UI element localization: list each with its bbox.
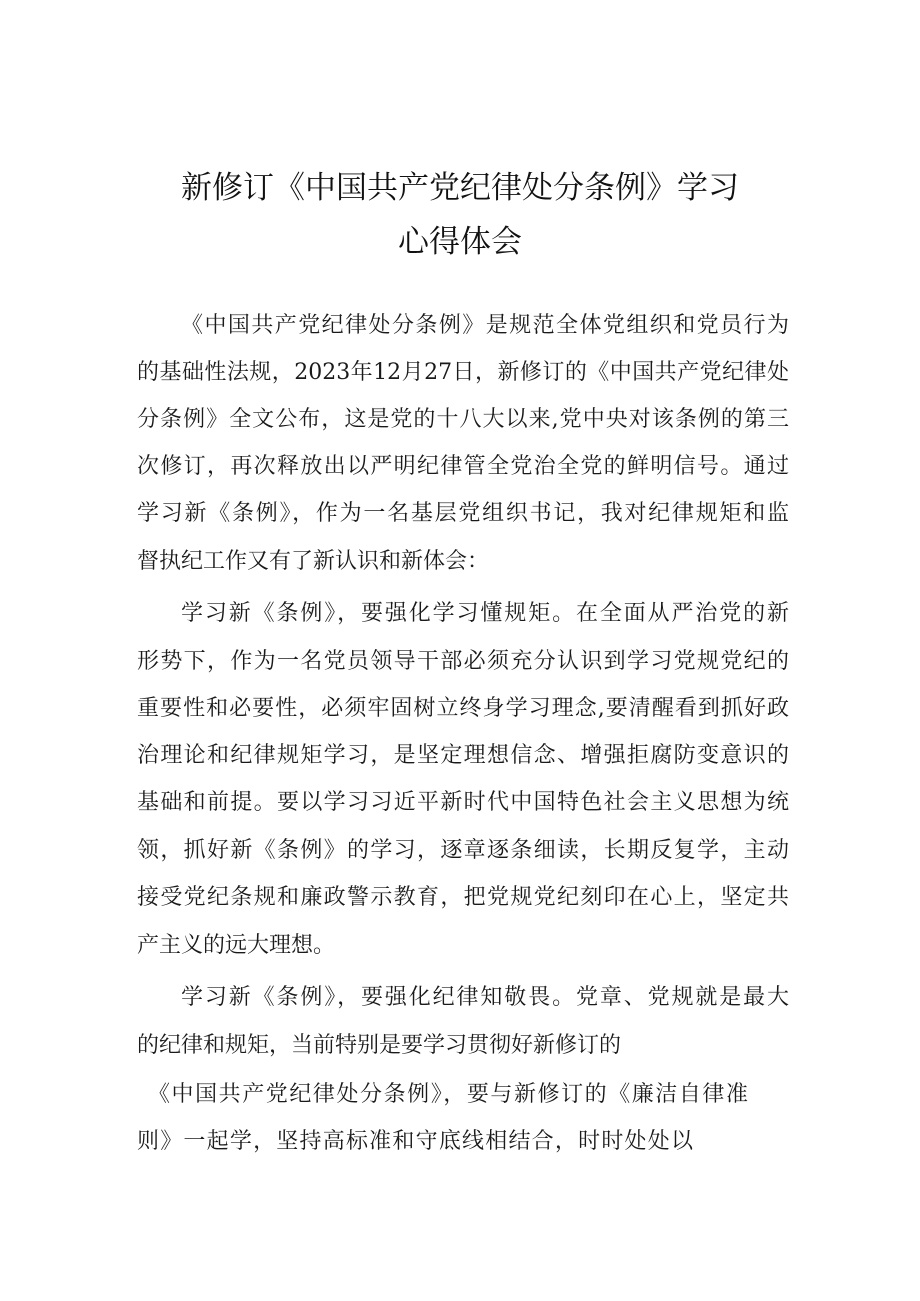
paragraph-line: 督执纪工作又有了新认识和新体会： bbox=[137, 549, 490, 574]
paragraph-line: 基础和前提。要以学习习近平新时代中国特色社会主义思想为统 bbox=[137, 790, 789, 815]
paragraph-line: 学习新《条例》，要强化纪律知敬畏。党章、党规就是最大 bbox=[181, 985, 789, 1010]
paragraph-line: 次修订，再次释放出以严明纪律管全党治全党的鲜明信号。通过 bbox=[137, 454, 789, 479]
paragraph-line: 《中国共产党纪律处分条例》是规范全体党组织和党员行为 bbox=[181, 313, 789, 338]
paragraph-line: 治理论和纪律规矩学习，是坚定理想信念、增强拒腐防变意识的 bbox=[137, 743, 789, 768]
paragraph-line: 则》一起学，坚持高标准和守底线相结合，时时处处以 bbox=[137, 1129, 693, 1154]
document-title-line-2: 心得体会 bbox=[398, 224, 522, 260]
paragraph-line: 《中国共产党纪律处分条例》，要与新修订的《廉洁自律准 bbox=[148, 1082, 748, 1107]
paragraph-line: 产主义的远大理想。 bbox=[137, 933, 336, 958]
paragraph-line: 的基础性法规，2023年12月27日，新修订的《中国共产党纪律处 bbox=[137, 360, 789, 385]
paragraph-line: 学习新《条例》，要强化学习懂规矩。在全面从严治党的新 bbox=[181, 601, 789, 626]
paragraph-line: 领，抓好新《条例》的学习，逐章逐条细读，长期反复学，主动 bbox=[137, 838, 789, 863]
paragraph-line: 分条例》全文公布，这是党的十八大以来,党中央对该条例的第三 bbox=[137, 407, 789, 432]
paragraph-line: 形势下，作为一名党员领导干部必须充分认识到学习党规党纪的 bbox=[137, 649, 789, 674]
document-title-line-1: 新修订《中国共产党纪律处分条例》学习 bbox=[181, 170, 739, 206]
paragraph-line: 重要性和必要性，必须牢固树立终身学习理念,要清醒看到抓好政 bbox=[137, 696, 789, 721]
paragraph-line: 学习新《条例》，作为一名基层党组织书记，我对纪律规矩和监 bbox=[137, 501, 789, 526]
paragraph-line: 接受党纪条规和廉政警示教育，把党规党纪刻印在心上，坚定共 bbox=[137, 885, 789, 910]
paragraph-line: 的纪律和规矩，当前特别是要学习贯彻好新修订的 bbox=[137, 1033, 622, 1058]
